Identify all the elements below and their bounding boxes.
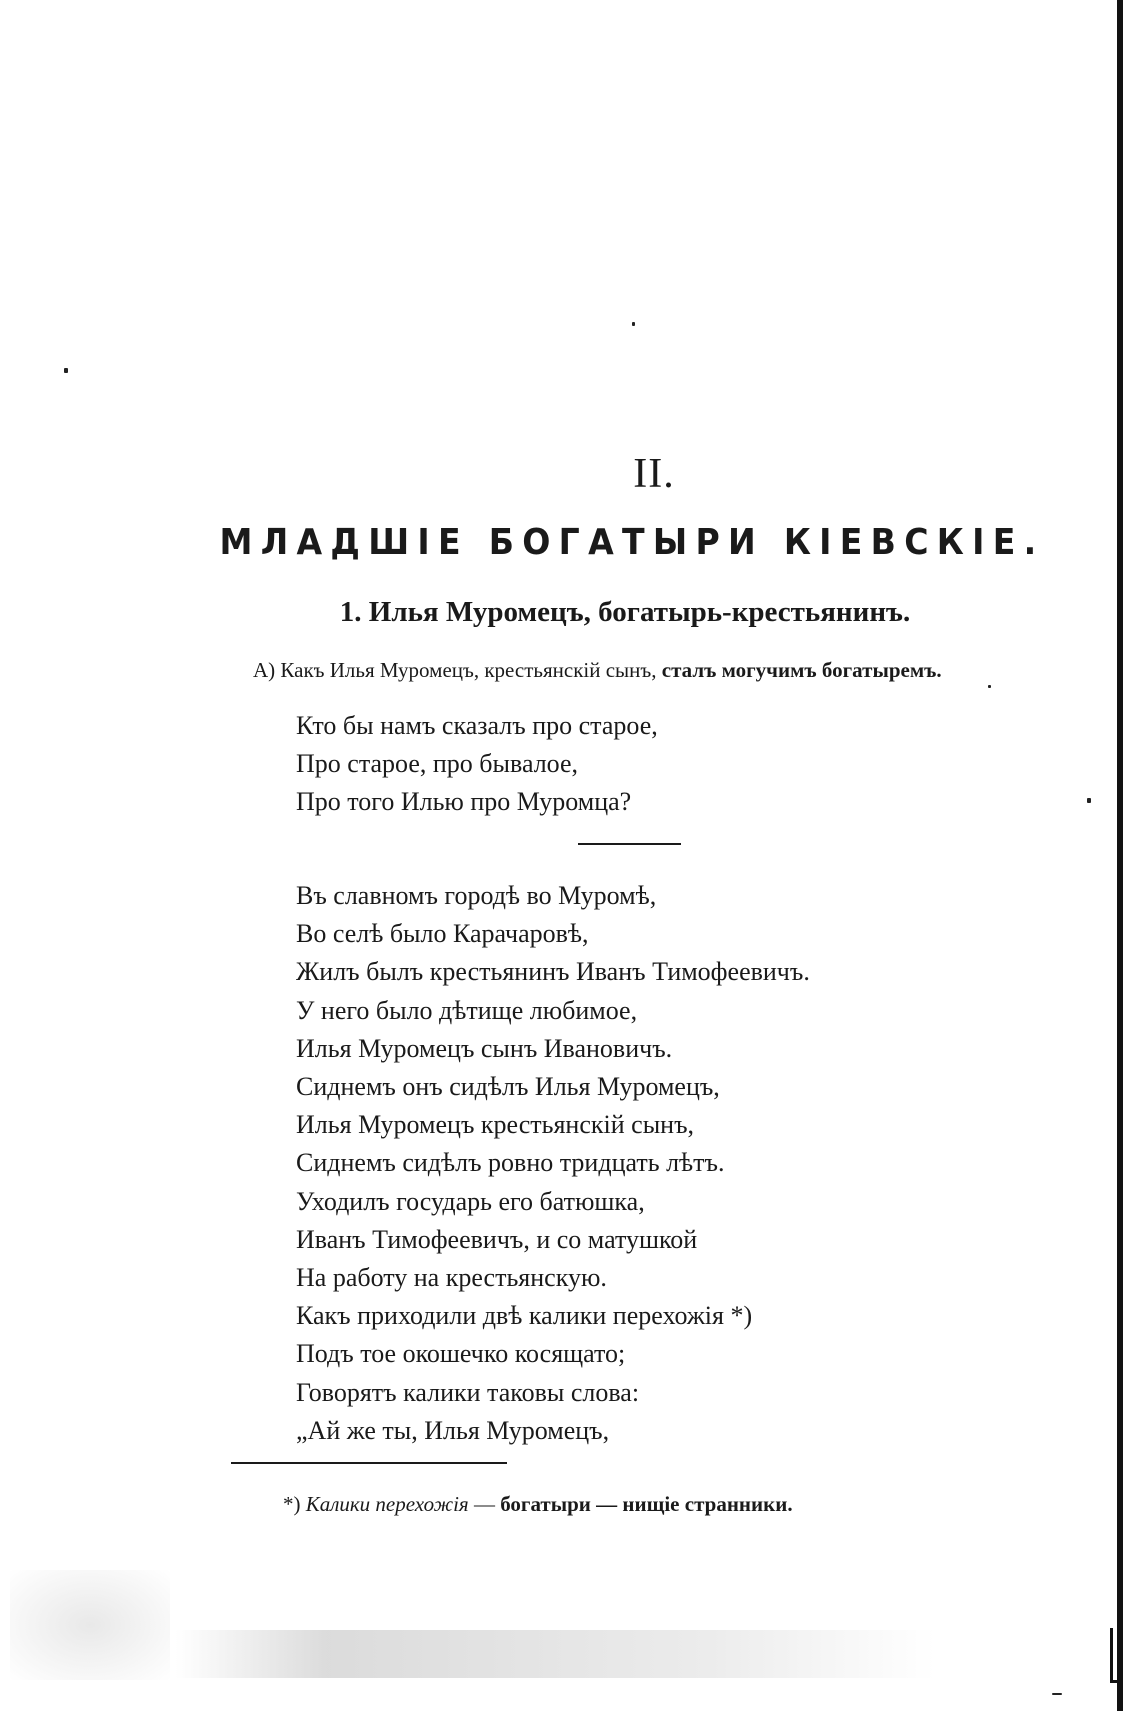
footnote-term: Калики перехожія <box>305 1492 469 1516</box>
stanza-divider <box>578 843 681 845</box>
section-title: МЛАДШІЕ БОГАТЫРИ КІЕВСКІЕ. <box>219 522 1045 563</box>
subtitle-lead: А) Какъ Илья Муромецъ, крестьянскій сынъ, <box>253 658 662 682</box>
verse-line: Во селѣ было Карачаровѣ, <box>296 919 589 949</box>
verse-line: Иванъ Тимофеевичъ, и со матушкой <box>296 1224 698 1254</box>
verse-line: Сиднемъ сидѣлъ ровно тридцать лѣтъ. <box>296 1148 725 1178</box>
verse-main-stanza <box>296 877 810 1450</box>
scan-speck <box>632 322 635 326</box>
verse-line: Уходилъ государь его батюшка, <box>296 1186 645 1216</box>
verse-line: Подъ тое окошечко косящато; <box>296 1339 626 1369</box>
verse-line: Кто бы намъ сказалъ про старое, <box>296 711 658 740</box>
footnote <box>283 1492 793 1517</box>
verse-line: Говорятъ калики таковы слова: <box>296 1377 640 1407</box>
scan-speck <box>1052 1693 1062 1695</box>
scan-shadow <box>175 1630 935 1678</box>
verse-intro-stanza <box>296 707 658 822</box>
part-number: II. <box>633 451 675 497</box>
scan-speck <box>988 685 991 688</box>
verse-line: Какъ приходили двѣ калики перехожія *) <box>296 1301 753 1331</box>
verse-line: Въ славномъ городѣ во Муромѣ, <box>296 881 657 910</box>
verse-line: Жилъ былъ крестьянинъ Иванъ Тимофеевичъ. <box>296 957 810 987</box>
bylina-title: 1. Илья Муромецъ, богатырь-крестьянинъ. <box>339 596 911 628</box>
verse-line: Про старое, про бывалое, <box>296 749 579 779</box>
verse-line: Илья Муромецъ крестьянскій сынъ, <box>296 1110 695 1140</box>
footnote-separator: — <box>468 1492 501 1516</box>
footnote-rule <box>231 1462 507 1464</box>
footnote-marker: *) <box>283 1492 306 1516</box>
scan-speck <box>64 368 68 373</box>
scan-speck <box>1087 798 1091 803</box>
subtitle-tail: сталъ могучимъ богатыремъ. <box>661 658 942 682</box>
verse-line: Сиднемъ онъ сидѣлъ Илья Муромецъ, <box>296 1072 720 1102</box>
scan-smudge <box>10 1570 170 1680</box>
bylina-subtitle <box>253 658 942 683</box>
verse-line: У него было дѣтище любимое, <box>296 995 638 1025</box>
verse-line: На работу на крестьянскую. <box>296 1263 607 1293</box>
verse-line: Илья Муромецъ сынъ Ивановичъ. <box>296 1033 673 1063</box>
page-edge-rule <box>1117 0 1123 1711</box>
footnote-gloss: богатыри — нищіе странники. <box>500 1492 793 1516</box>
verse-line: „Ай же ты, Илья Муромецъ, <box>296 1415 610 1445</box>
page-edge-corner <box>1110 1628 1121 1683</box>
verse-line: Про того Илью про Муромца? <box>296 787 632 817</box>
